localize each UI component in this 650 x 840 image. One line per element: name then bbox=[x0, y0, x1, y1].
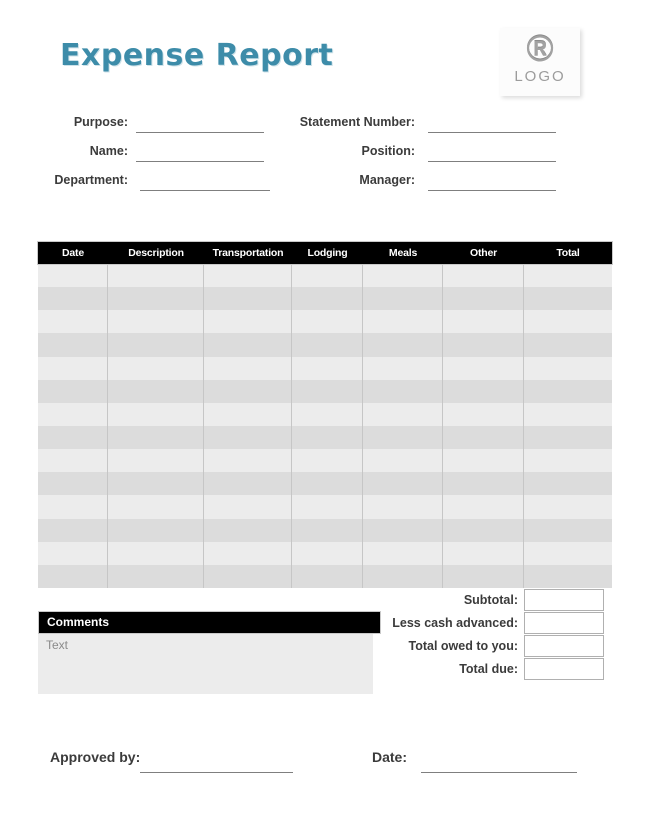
column-header: Lodging bbox=[307, 247, 348, 259]
column-header: Other bbox=[469, 247, 497, 259]
table-cell[interactable] bbox=[38, 287, 108, 310]
table-cell[interactable] bbox=[204, 403, 292, 426]
table-cell[interactable] bbox=[108, 472, 204, 495]
table-cell[interactable] bbox=[108, 426, 204, 449]
table-cell[interactable] bbox=[204, 380, 292, 403]
purpose-field-row bbox=[38, 112, 128, 132]
table-cell[interactable] bbox=[108, 519, 204, 542]
table-cell[interactable] bbox=[443, 287, 524, 310]
table-row bbox=[38, 495, 612, 518]
table-cell[interactable] bbox=[524, 519, 612, 542]
table-row bbox=[38, 426, 612, 449]
table-cell[interactable] bbox=[292, 449, 363, 472]
table-cell[interactable] bbox=[292, 426, 363, 449]
table-cell[interactable] bbox=[204, 495, 292, 518]
table-cell[interactable] bbox=[292, 357, 363, 380]
table-cell[interactable] bbox=[108, 264, 204, 287]
table-cell[interactable] bbox=[363, 542, 443, 565]
table-cell[interactable] bbox=[524, 472, 612, 495]
table-cell[interactable] bbox=[443, 542, 524, 565]
manager-input[interactable] bbox=[428, 172, 556, 191]
table-cell[interactable] bbox=[38, 310, 108, 333]
table-row bbox=[38, 380, 612, 403]
subtotal-input[interactable] bbox=[524, 589, 604, 611]
purpose-label: Purpose: bbox=[73, 115, 128, 129]
subtotal-label: Subtotal: bbox=[463, 593, 518, 607]
position-field-row bbox=[290, 141, 415, 161]
table-cell[interactable] bbox=[292, 287, 363, 310]
table-cell[interactable] bbox=[363, 333, 443, 356]
table-cell[interactable] bbox=[38, 519, 108, 542]
logo bbox=[500, 28, 580, 96]
total-owed-label: Total owed to you: bbox=[408, 639, 518, 653]
table-cell[interactable] bbox=[443, 357, 524, 380]
table-cell[interactable] bbox=[524, 403, 612, 426]
table-cell[interactable] bbox=[38, 542, 108, 565]
table-cell[interactable] bbox=[108, 403, 204, 426]
table-cell[interactable] bbox=[292, 542, 363, 565]
date-input[interactable] bbox=[421, 754, 577, 773]
table-cell[interactable] bbox=[363, 287, 443, 310]
table-cell[interactable] bbox=[108, 495, 204, 518]
table-cell[interactable] bbox=[108, 542, 204, 565]
table-cell[interactable] bbox=[443, 426, 524, 449]
table-cell[interactable] bbox=[363, 565, 443, 588]
table-cell[interactable] bbox=[524, 357, 612, 380]
table-cell[interactable] bbox=[363, 403, 443, 426]
table-cell[interactable] bbox=[363, 519, 443, 542]
position-input[interactable] bbox=[428, 143, 556, 162]
table-row bbox=[38, 565, 612, 588]
table-cell[interactable] bbox=[524, 542, 612, 565]
name-label: Name: bbox=[89, 144, 128, 158]
table-cell[interactable] bbox=[204, 333, 292, 356]
table-row bbox=[38, 310, 612, 333]
column-header: Description bbox=[128, 247, 184, 259]
table-cell[interactable] bbox=[524, 380, 612, 403]
table-cell[interactable] bbox=[363, 495, 443, 518]
table-cell[interactable] bbox=[204, 287, 292, 310]
table-cell[interactable] bbox=[443, 264, 524, 287]
table-cell[interactable] bbox=[38, 449, 108, 472]
department-field-row bbox=[38, 170, 128, 190]
manager-field-row bbox=[290, 170, 415, 190]
table-cell[interactable] bbox=[443, 519, 524, 542]
table-cell[interactable] bbox=[363, 310, 443, 333]
table-cell[interactable] bbox=[38, 565, 108, 588]
table-cell[interactable] bbox=[524, 310, 612, 333]
statement-number-field-row bbox=[290, 112, 415, 132]
table-cell[interactable] bbox=[524, 495, 612, 518]
table-cell[interactable] bbox=[524, 565, 612, 588]
table-cell[interactable] bbox=[363, 357, 443, 380]
table-row bbox=[38, 403, 612, 426]
table-cell[interactable] bbox=[524, 287, 612, 310]
table-cell[interactable] bbox=[38, 264, 108, 287]
table-row bbox=[38, 542, 612, 565]
table-cell[interactable] bbox=[108, 310, 204, 333]
table-row bbox=[38, 357, 612, 380]
table-cell[interactable] bbox=[204, 426, 292, 449]
table-cell[interactable] bbox=[38, 495, 108, 518]
table-cell[interactable] bbox=[292, 565, 363, 588]
table-cell[interactable] bbox=[363, 449, 443, 472]
manager-label: Manager: bbox=[359, 173, 415, 187]
table-cell[interactable] bbox=[204, 449, 292, 472]
table-cell[interactable] bbox=[108, 449, 204, 472]
statement-number-label: Statement Number: bbox=[299, 115, 415, 129]
table-row bbox=[38, 472, 612, 495]
table-cell[interactable] bbox=[292, 380, 363, 403]
table-cell[interactable] bbox=[204, 542, 292, 565]
purpose-input[interactable] bbox=[136, 114, 264, 133]
date-label: Date: bbox=[372, 749, 408, 765]
table-cell[interactable] bbox=[292, 310, 363, 333]
column-header: Transportation bbox=[212, 247, 284, 259]
table-cell[interactable] bbox=[204, 519, 292, 542]
department-label: Department: bbox=[54, 173, 128, 187]
logo-label: LOGO bbox=[514, 68, 566, 85]
table-cell[interactable] bbox=[363, 426, 443, 449]
name-field-row bbox=[38, 141, 128, 161]
table-cell[interactable] bbox=[204, 310, 292, 333]
comments-header: Comments bbox=[38, 611, 381, 634]
table-cell[interactable] bbox=[443, 495, 524, 518]
table-cell[interactable] bbox=[443, 403, 524, 426]
approved-by-input[interactable] bbox=[140, 754, 293, 773]
statement-number-input[interactable] bbox=[428, 114, 556, 133]
table-cell[interactable] bbox=[108, 565, 204, 588]
table-cell[interactable] bbox=[443, 380, 524, 403]
table-cell[interactable] bbox=[204, 472, 292, 495]
table-cell[interactable] bbox=[292, 333, 363, 356]
table-row bbox=[38, 449, 612, 472]
approved-by-label: Approved by: bbox=[50, 749, 141, 765]
table-cell[interactable] bbox=[363, 380, 443, 403]
total-owed-input[interactable] bbox=[524, 635, 604, 657]
subtotal-row bbox=[300, 589, 604, 611]
column-header: Total bbox=[556, 247, 580, 259]
table-cell[interactable] bbox=[292, 472, 363, 495]
table-cell[interactable] bbox=[524, 333, 612, 356]
comments-textarea[interactable]: Text bbox=[38, 634, 373, 694]
column-header: Date bbox=[62, 247, 84, 259]
table-header-row bbox=[38, 242, 612, 264]
table-cell[interactable] bbox=[108, 333, 204, 356]
table-cell[interactable] bbox=[292, 519, 363, 542]
table-cell[interactable] bbox=[38, 333, 108, 356]
department-input[interactable] bbox=[140, 172, 270, 191]
table-cell[interactable] bbox=[443, 472, 524, 495]
table-cell[interactable] bbox=[443, 333, 524, 356]
table-cell[interactable] bbox=[204, 357, 292, 380]
table-cell[interactable] bbox=[108, 380, 204, 403]
table-cell[interactable] bbox=[363, 264, 443, 287]
less-cash-advanced-label: Less cash advanced: bbox=[392, 616, 518, 630]
table-cell[interactable] bbox=[108, 287, 204, 310]
table-cell[interactable] bbox=[363, 472, 443, 495]
table-cell[interactable] bbox=[38, 357, 108, 380]
table-cell[interactable] bbox=[108, 357, 204, 380]
table-cell[interactable] bbox=[38, 426, 108, 449]
table-cell[interactable] bbox=[443, 449, 524, 472]
table-cell[interactable] bbox=[292, 264, 363, 287]
name-input[interactable] bbox=[136, 143, 264, 162]
table-cell[interactable] bbox=[443, 310, 524, 333]
table-cell[interactable] bbox=[38, 380, 108, 403]
table-cell[interactable] bbox=[204, 264, 292, 287]
table-cell[interactable] bbox=[524, 264, 612, 287]
table-row bbox=[38, 264, 612, 287]
table-row bbox=[38, 333, 612, 356]
total-due-input[interactable] bbox=[524, 658, 604, 680]
total-due-label: Total due: bbox=[459, 662, 518, 676]
table-cell[interactable] bbox=[204, 565, 292, 588]
table-cell[interactable] bbox=[524, 426, 612, 449]
position-label: Position: bbox=[361, 144, 415, 158]
table-cell[interactable] bbox=[38, 472, 108, 495]
less-cash-advanced-input[interactable] bbox=[524, 612, 604, 634]
expense-table bbox=[38, 242, 612, 588]
table-row bbox=[38, 287, 612, 310]
table-cell[interactable] bbox=[292, 403, 363, 426]
registered-trademark-icon: ® bbox=[526, 28, 554, 69]
table-cell[interactable] bbox=[524, 449, 612, 472]
table-cell[interactable] bbox=[38, 403, 108, 426]
page-title: Expense Report bbox=[60, 38, 334, 73]
table-row bbox=[38, 519, 612, 542]
table-cell[interactable] bbox=[292, 495, 363, 518]
column-header: Meals bbox=[388, 247, 418, 259]
table-cell[interactable] bbox=[443, 565, 524, 588]
